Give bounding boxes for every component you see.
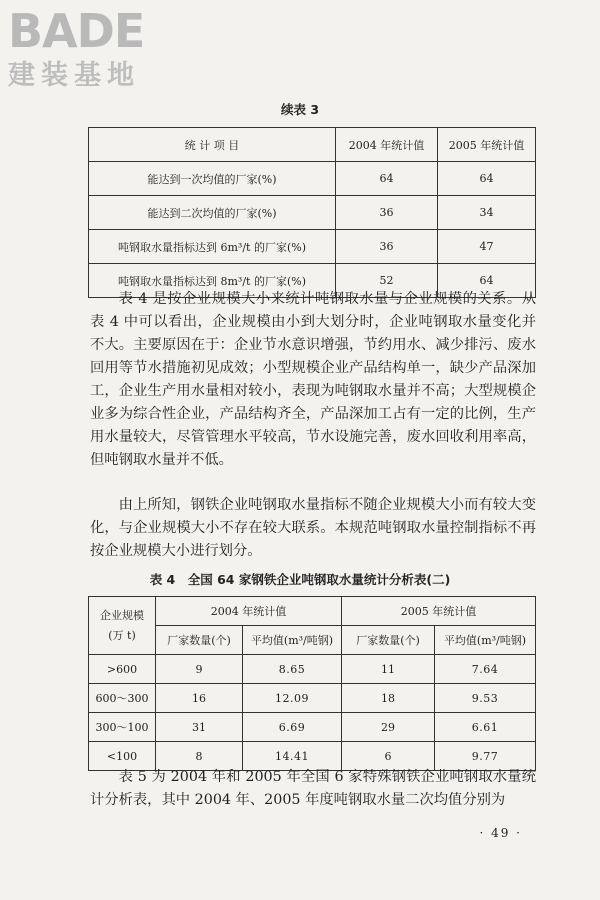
table-cell-scale: >600 xyxy=(89,655,156,684)
table-cell: 能达到二次均值的厂家(%) xyxy=(89,196,336,230)
page-number: · 49 · xyxy=(479,826,522,840)
table-subheader-count-2004: 厂家数量(个) xyxy=(156,626,243,655)
table-cell: 9.77 xyxy=(435,742,536,771)
table-cell: 能达到一次均值的厂家(%) xyxy=(89,162,336,196)
table-cell: 9.53 xyxy=(435,684,536,713)
logo-subtitle: 建装基地 xyxy=(8,60,140,91)
table-cell: 36 xyxy=(336,196,438,230)
table-cell: 11 xyxy=(342,655,435,684)
table-cell: 8 xyxy=(156,742,243,771)
table-subheader-row xyxy=(89,626,536,655)
paragraph-text: 由上所知，钢铁企业吨钢取水量指标不随企业规模大小而有较大变化，与企业规模大小不存在较大联系。本规范吨钢取水量控制指标不再按企业规模大小进行划分。 xyxy=(90,497,536,559)
table4 xyxy=(88,596,536,771)
paragraph-text: 表 4 是按企业规模大小来统计吨钢取水量与企业规模的关系。从表 4 中可以看出，企业规模由小到大划分时，企业吨钢取水量变化并不大。主要原因在于：企业节水意识增强，节约用水、减少排污、废水回用等节水措施初见成效；小型规模企业产品结构单一，缺少产品深加工，企业生产用水量相对较小，表现为吨钢取水量并不高；大型规模企业多为综合性企业，产品结构齐全，产品深加工占有一定的比例，生产用水量较大，尽管管理水平较高，节水设施完善，废水回收利用率高，但吨钢取水量并不低。 xyxy=(90,291,536,468)
table-cell: 52 xyxy=(336,264,438,298)
table-subheader-avg-2005: 平均值(m³/吨钢) xyxy=(435,626,536,655)
table-header-row xyxy=(89,128,536,162)
table-cell: 吨钢取水量指标达到 8m³/t 的厂家(%) xyxy=(89,264,336,298)
table-row xyxy=(89,655,536,684)
table-cell: 6.69 xyxy=(243,713,342,742)
brand-logo xyxy=(8,6,144,92)
table-header-cell: 2004 年统计值 xyxy=(336,128,438,162)
body-paragraph-3 xyxy=(90,766,536,812)
table-subheader-count-2005: 厂家数量(个) xyxy=(342,626,435,655)
body-paragraph-1 xyxy=(90,288,536,472)
table-row xyxy=(89,713,536,742)
table-cell: 64 xyxy=(438,162,536,196)
table3 xyxy=(88,127,536,298)
table-cell: 64 xyxy=(438,264,536,298)
table-header-cell-2004: 2004 年统计值 xyxy=(156,597,342,626)
table-cell: 64 xyxy=(336,162,438,196)
table-cell-scale: 300～100 xyxy=(89,713,156,742)
table-row xyxy=(89,230,536,264)
table-cell: 9 xyxy=(156,655,243,684)
table-cell: 14.41 xyxy=(243,742,342,771)
table-cell: 31 xyxy=(156,713,243,742)
table-cell: 47 xyxy=(438,230,536,264)
table-row xyxy=(89,196,536,230)
table3-caption: 续表 3 xyxy=(280,102,320,117)
table-cell: 6 xyxy=(342,742,435,771)
table-header-cell-scale: 企业规模 (万 t) xyxy=(89,597,156,655)
logo-wordmark: BADE xyxy=(8,4,145,58)
table-cell: 8.65 xyxy=(243,655,342,684)
table-header-cell: 统 计 项 目 xyxy=(89,128,336,162)
table-cell-scale: <100 xyxy=(89,742,156,771)
table-header-row xyxy=(89,597,536,626)
table-cell: 34 xyxy=(438,196,536,230)
table-row xyxy=(89,162,536,196)
table-header-cell-2005: 2005 年统计值 xyxy=(342,597,536,626)
table-cell: 7.64 xyxy=(435,655,536,684)
table-cell: 36 xyxy=(336,230,438,264)
table-cell: 29 xyxy=(342,713,435,742)
table-cell-scale: 600～300 xyxy=(89,684,156,713)
table-cell: 16 xyxy=(156,684,243,713)
table-cell: 12.09 xyxy=(243,684,342,713)
table-cell: 6.61 xyxy=(435,713,536,742)
table-cell: 吨钢取水量指标达到 6m³/t 的厂家(%) xyxy=(89,230,336,264)
body-paragraph-2 xyxy=(90,494,536,563)
paragraph-text: 表 5 为 2004 年和 2005 年全国 6 家特殊钢铁企业吨钢取水量统计分析表，其中 2004 年、2005 年度吨钢取水量二次均值分别为 xyxy=(90,769,536,808)
table-subheader-avg-2004: 平均值(m³/吨钢) xyxy=(243,626,342,655)
table-row xyxy=(89,684,536,713)
table-cell: 18 xyxy=(342,684,435,713)
table4-caption: 表 4 全国 64 家钢铁企业吨钢取水量统计分析表(二) xyxy=(149,572,451,587)
table-header-cell: 2005 年统计值 xyxy=(438,128,536,162)
